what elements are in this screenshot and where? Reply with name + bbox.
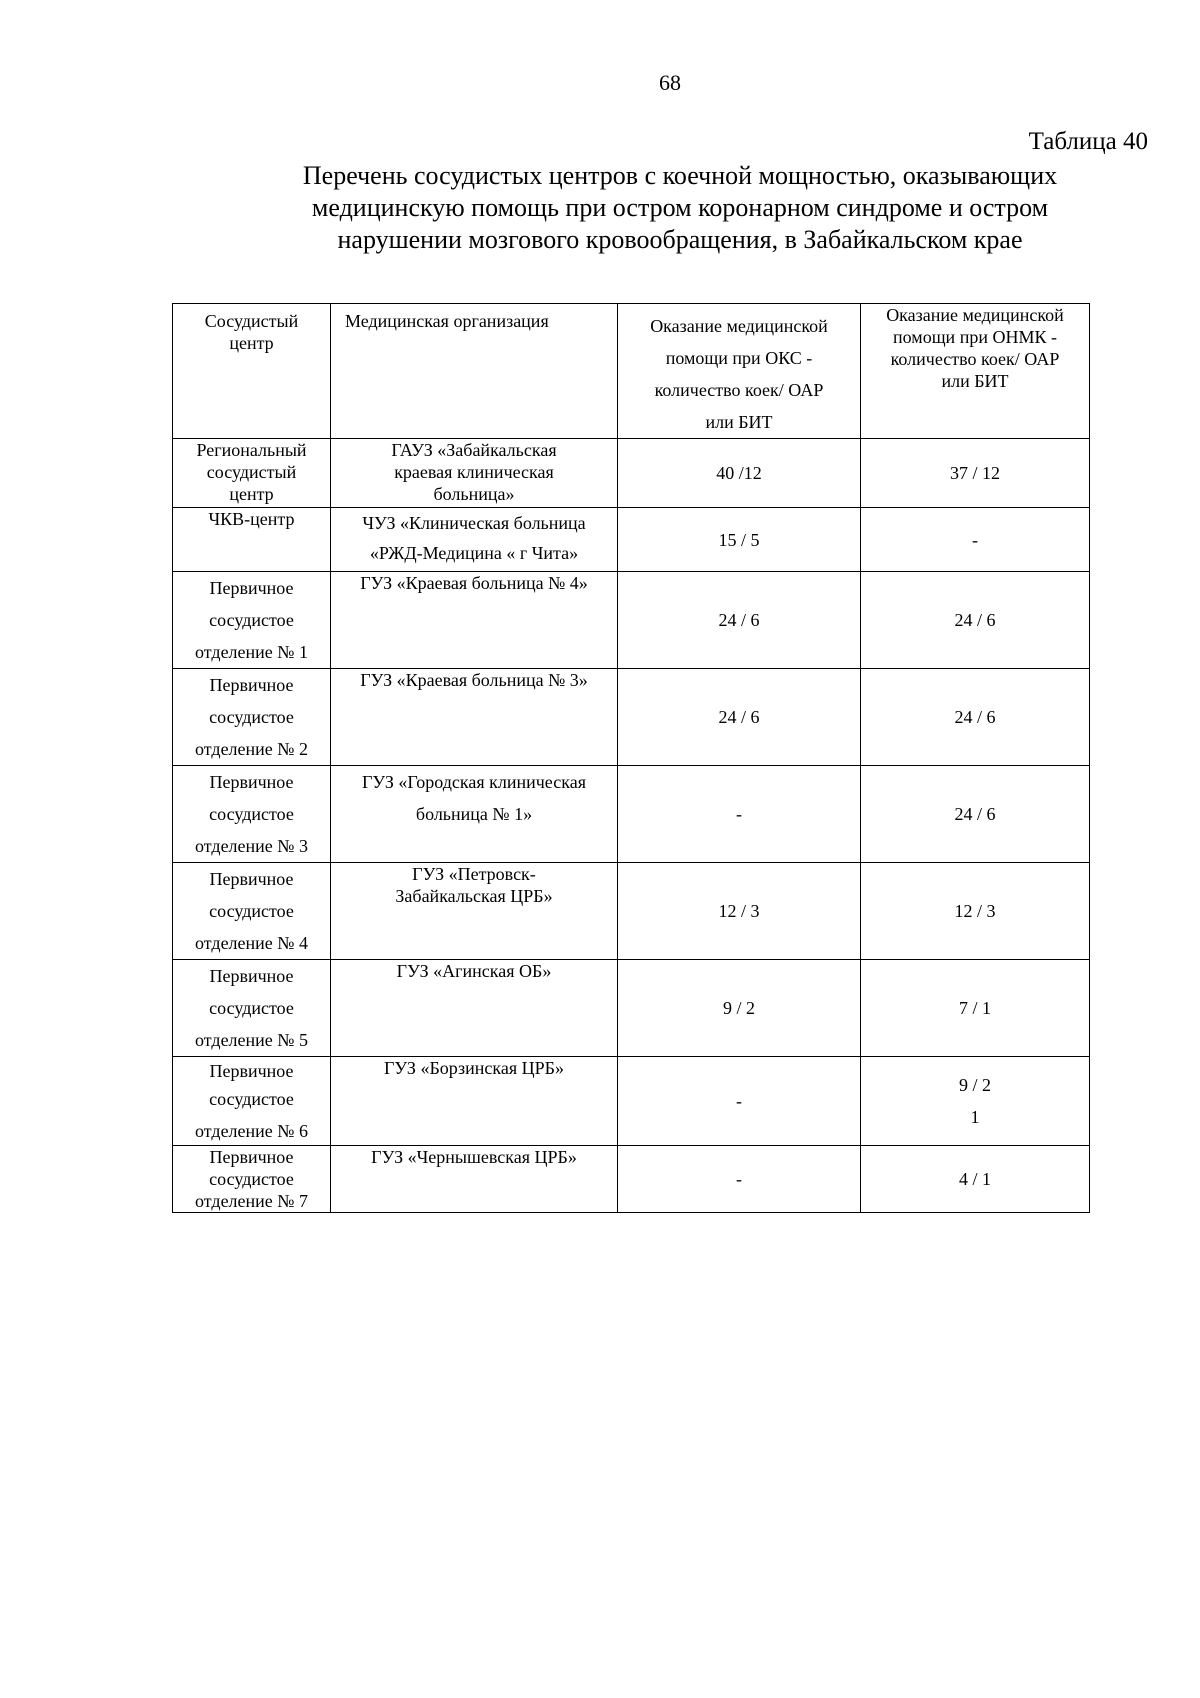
cell-medical-organization: ГУЗ «Краевая больница № 3»: [331, 669, 618, 766]
table-row: [173, 669, 1090, 766]
cell-oks-beds: -: [618, 1146, 861, 1213]
cell-medical-organization: ГУЗ «Чернышевская ЦРБ»: [331, 1146, 618, 1213]
cell-vascular-center: Первичное сосудистое отделение № 6: [173, 1057, 331, 1146]
table-row: [173, 508, 1090, 572]
cell-oks-beds: 12 / 3: [618, 863, 861, 960]
cell-oks-beds: 40 /12: [618, 439, 861, 508]
document-title: [230, 160, 1130, 256]
cell-vascular-center: Первичное сосудистое отделение № 5: [173, 960, 331, 1057]
table-label: Таблица 40: [1028, 128, 1148, 155]
cell-oks-beds: 24 / 6: [618, 572, 861, 669]
header-oks-beds: Оказание медицинской помощи при ОКС - количество коек/ ОАР или БИТ: [618, 304, 861, 439]
cell-onmk-beds: 24 / 6: [861, 669, 1090, 766]
cell-vascular-center: Первичное сосудистое отделение № 1: [173, 572, 331, 669]
cell-vascular-center: Первичное сосудистое отделение № 4: [173, 863, 331, 960]
cell-medical-organization: ГУЗ «Городская клиническая больница № 1»: [331, 766, 618, 863]
page-number: 68: [659, 70, 681, 95]
table-row: [173, 766, 1090, 863]
cell-vascular-center: Первичное сосудистое отделение № 2: [173, 669, 331, 766]
cell-oks-beds: 15 / 5: [618, 508, 861, 572]
cell-medical-organization: ГУЗ «Краевая больница № 4»: [331, 572, 618, 669]
cell-medical-organization: ГАУЗ «Забайкальская краевая клиническая больница»: [331, 439, 618, 508]
table-row: [173, 863, 1090, 960]
cell-onmk-beds: 9 / 2 1: [861, 1057, 1090, 1146]
cell-onmk-beds: 4 / 1: [861, 1146, 1090, 1213]
table-row: [173, 572, 1090, 669]
title-line: нарушении мозгового кровообращения, в Забайкальском крае: [337, 225, 1023, 254]
table-row: [173, 439, 1090, 508]
cell-oks-beds: -: [618, 766, 861, 863]
cell-vascular-center: Региональный сосудистый центр: [173, 439, 331, 508]
table-row: [173, 1146, 1090, 1213]
cell-oks-beds: 24 / 6: [618, 669, 861, 766]
table-header-row: [173, 304, 1090, 439]
cell-medical-organization: ГУЗ «Борзинская ЦРБ»: [331, 1057, 618, 1146]
cell-onmk-beds: 24 / 6: [861, 572, 1090, 669]
cell-onmk-beds: 12 / 3: [861, 863, 1090, 960]
cell-onmk-beds: 7 / 1: [861, 960, 1090, 1057]
table-row: [173, 1057, 1090, 1146]
title-line: медицинскую помощь при остром коронарном синдроме и остром: [311, 193, 1049, 222]
table-row: [173, 960, 1090, 1057]
cell-vascular-center: Первичное сосудистое отделение № 7: [173, 1146, 331, 1213]
cell-onmk-beds: 37 / 12: [861, 439, 1090, 508]
cell-onmk-beds: 24 / 6: [861, 766, 1090, 863]
title-line: Перечень сосудистых центров с коечной мощностью, оказывающих: [302, 161, 1058, 190]
cell-oks-beds: 9 / 2: [618, 960, 861, 1057]
cell-medical-organization: ЧУЗ «Клиническая больница «РЖД-Медицина « г Чита»: [331, 508, 618, 572]
cell-onmk-beds: -: [861, 508, 1090, 572]
header-vascular-center: Сосудистый центр: [173, 304, 331, 439]
cell-oks-beds: -: [618, 1057, 861, 1146]
cell-medical-organization: ГУЗ «Петровск- Забайкальская ЦРБ»: [331, 863, 618, 960]
header-medical-organization: Медицинская организация: [331, 304, 618, 439]
cell-vascular-center: ЧКВ-центр: [173, 508, 331, 572]
cell-vascular-center: Первичное сосудистое отделение № 3: [173, 766, 331, 863]
cell-medical-organization: ГУЗ «Агинская ОБ»: [331, 960, 618, 1057]
vascular-centers-table: [172, 303, 1090, 1213]
header-onmk-beds: Оказание медицинской помощи при ОНМК - количество коек/ ОАР или БИТ: [861, 304, 1090, 439]
